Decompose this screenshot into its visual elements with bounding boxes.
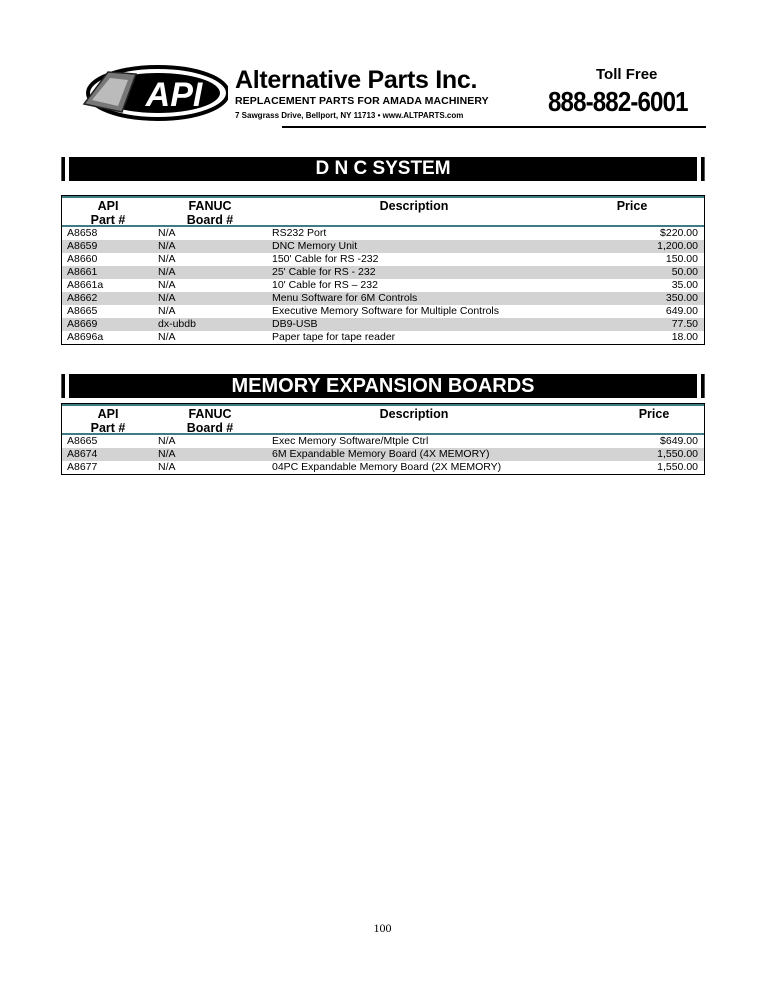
section-title: MEMORY EXPANSION BOARDS [231,375,535,397]
description-cell: 150' Cable for RS -232 [272,253,379,265]
board-number-cell: N/A [158,253,176,265]
board-number-cell: N/A [158,227,176,239]
memory-table [61,403,705,475]
part-number-cell: A8665 [67,435,98,447]
price-cell: 350.00 [665,292,698,304]
table-header [62,404,704,435]
header-rule [282,126,706,128]
col-description-header: Description [379,407,449,421]
description-cell: 6M Expandable Memory Board (4X MEMORY) [272,448,490,460]
company-block [235,66,535,122]
price-cell: 150.00 [665,253,698,265]
page-number: 100 [373,921,392,935]
col-description-header: Description [379,199,449,213]
price-cell: 1,550.00 [657,448,698,460]
table-row [62,253,704,266]
company-address: 7 Sawgrass Drive, Bellport, NY 11713 • www.ALTPARTS.com [235,111,464,120]
api-logo [78,64,228,122]
table-row [62,318,704,331]
board-number-cell: N/A [158,448,176,460]
part-number-cell: A8674 [67,448,98,460]
board-number-cell: N/A [158,266,176,278]
part-number-cell: A8669 [67,318,98,330]
description-cell: Executive Memory Software for Multiple Controls [272,305,499,317]
table-row [62,435,704,448]
table-body [62,435,704,474]
price-cell: 35.00 [671,279,698,291]
price-cell: 50.00 [671,266,698,278]
table-body [62,227,704,344]
price-cell: 1,550.00 [657,461,698,473]
section-banner-memory [61,374,705,398]
company-tagline: REPLACEMENT PARTS FOR AMADA MACHINERY [235,95,489,107]
section-banner-dnc [61,157,705,181]
section-title: D N C SYSTEM [315,158,451,179]
company-name: Alternative Parts Inc. [235,66,478,94]
tollfree-label: Toll Free [596,66,658,83]
price-cell: $220.00 [660,227,698,239]
board-number-cell: N/A [158,461,176,473]
table-row [62,461,704,474]
part-number-cell: A8662 [67,292,98,304]
part-number-cell: A8660 [67,253,98,265]
table-row [62,240,704,253]
description-cell: DNC Memory Unit [272,240,358,252]
board-number-cell: dx-ubdb [158,318,196,330]
price-cell: 18.00 [671,331,698,343]
part-number-cell: A8661a [67,279,104,291]
description-cell: Menu Software for 6M Controls [272,292,418,304]
table-row [62,279,704,292]
part-number-cell: A8677 [67,461,98,473]
table-row [62,305,704,318]
col-price-header: Price [616,199,648,213]
table-row [62,266,704,279]
page-header [72,58,704,132]
board-number-cell: N/A [158,279,176,291]
svg-text:API: API [145,76,203,114]
price-cell: 1,200.00 [657,240,698,252]
description-cell: RS232 Port [272,227,327,239]
table-row [62,331,704,344]
part-number-cell: A8658 [67,227,98,239]
col-api-header: API Part # [90,199,126,227]
board-number-cell: N/A [158,240,176,252]
board-number-cell: N/A [158,435,176,447]
part-number-cell: A8665 [67,305,98,317]
price-cell: $649.00 [660,435,698,447]
description-cell: 25' Cable for RS - 232 [272,266,376,278]
price-cell: 649.00 [665,305,698,317]
description-cell: DB9-USB [272,318,318,330]
description-cell: 10' Cable for RS – 232 [272,279,378,291]
table-row [62,448,704,461]
col-fanuc-header: FANUC Board # [186,199,234,227]
col-api-header: API Part # [90,407,126,435]
part-number-cell: A8659 [67,240,98,252]
description-cell: Exec Memory Software/Mtple Ctrl [272,435,429,447]
description-cell: 04PC Expandable Memory Board (2X MEMORY) [272,461,502,473]
description-cell: Paper tape for tape reader [272,331,396,343]
price-cell: 77.50 [671,318,698,330]
col-fanuc-header: FANUC Board # [186,407,234,435]
part-number-cell: A8661 [67,266,98,278]
board-number-cell: N/A [158,305,176,317]
board-number-cell: N/A [158,331,176,343]
table-row [62,227,704,240]
tollfree-phone: 888-882-6001 [548,86,688,117]
table-header [62,196,704,227]
part-number-cell: A8696a [67,331,104,343]
board-number-cell: N/A [158,292,176,304]
table-row [62,292,704,305]
col-price-header: Price [638,407,670,421]
dnc-table [61,195,705,345]
